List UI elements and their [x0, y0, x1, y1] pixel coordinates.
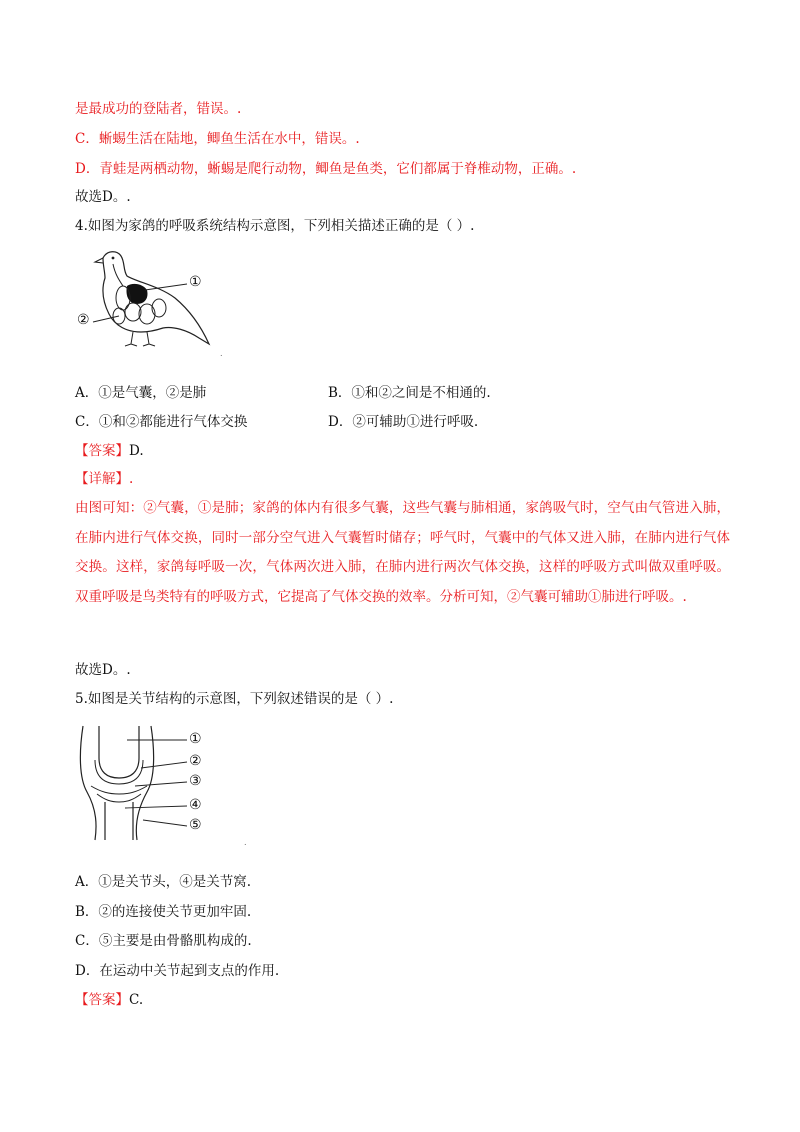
- answer-label: 【答案】: [75, 443, 129, 459]
- figure-dot-2: .: [244, 838, 247, 847]
- joint-label-5: ⑤: [189, 817, 202, 833]
- q5-option-d: D．在运动中关节起到支点的作用.: [75, 963, 280, 979]
- q5-stem: 5.如图是关节结构的示意图，下列叙述错误的是（ ）.: [75, 691, 394, 707]
- q4-answer: [75, 441, 144, 461]
- prev-conclusion: 故选D。.: [75, 189, 131, 205]
- q4-option-d: D．②可辅助①进行呼吸.: [328, 414, 479, 430]
- prev-explanation-line: 是最成功的登陆者，错误。.: [75, 101, 242, 117]
- q4-option-b: B．①和②之间是不相通的.: [328, 385, 491, 401]
- joint-label-1: ①: [189, 731, 202, 747]
- pigeon-label-2: ②: [77, 312, 90, 328]
- pigeon-label-1: ①: [189, 274, 202, 290]
- q4-option-a: A．①是气囊，②是肺: [75, 385, 207, 401]
- q5-option-a: A．①是关节头，④是关节窝.: [75, 874, 252, 890]
- prev-option-d-analysis: D．青蛙是两栖动物，蜥蜴是爬行动物，鲫鱼是鱼类，它们都属于脊椎动物，正确。.: [75, 161, 577, 177]
- q4-option-c: C．①和②都能进行气体交换: [75, 414, 248, 430]
- answer-value: D.: [129, 443, 144, 459]
- pigeon-diagram: [75, 246, 235, 361]
- joint-label-3: ③: [189, 773, 202, 789]
- joint-label-4: ④: [189, 797, 202, 813]
- figure-dot: .: [220, 349, 223, 358]
- answer-label-5: 【答案】: [75, 992, 129, 1008]
- q4-stem: 4.如图为家鸽的呼吸系统结构示意图，下列相关描述正确的是（ ）.: [75, 218, 475, 234]
- q4-conclusion: 故选D。.: [75, 662, 131, 678]
- q5-answer: [75, 990, 143, 1010]
- q5-option-c: C．⑤主要是由骨骼肌构成的.: [75, 933, 252, 949]
- prev-option-c-analysis: C．蜥蜴生活在陆地，鲫鱼生活在水中，错误。.: [75, 131, 360, 147]
- q4-explanation: 由图可知：②气囊，①是肺；家鸽的体内有很多气囊，这些气囊与肺相通，家鸽吸气时，空气由气管进入肺，在肺内进行气体交换，同时一部分空气进入气囊暂时储存；呼气时，气囊中的气体又进入肺，在肺内进行气体交换。这样，家鸽每呼吸一次，气体两次进入肺，在肺内进行两次气体交换，这样的呼吸方式叫做双重呼吸。双重呼吸是鸟类特有的呼吸方式，它提高了气体交换的效率。分析可知，②气囊可辅助①肺进行呼吸。.: [75, 500, 730, 605]
- pigeon-respiratory-figure: [75, 246, 235, 361]
- q5-option-b: B．②的连接使关节更加牢固.: [75, 904, 252, 920]
- answer-value-5: C.: [129, 992, 144, 1008]
- q4-detail-label: 【详解】.: [75, 471, 134, 487]
- joint-label-2: ②: [189, 753, 202, 769]
- joint-structure-figure: [75, 722, 215, 842]
